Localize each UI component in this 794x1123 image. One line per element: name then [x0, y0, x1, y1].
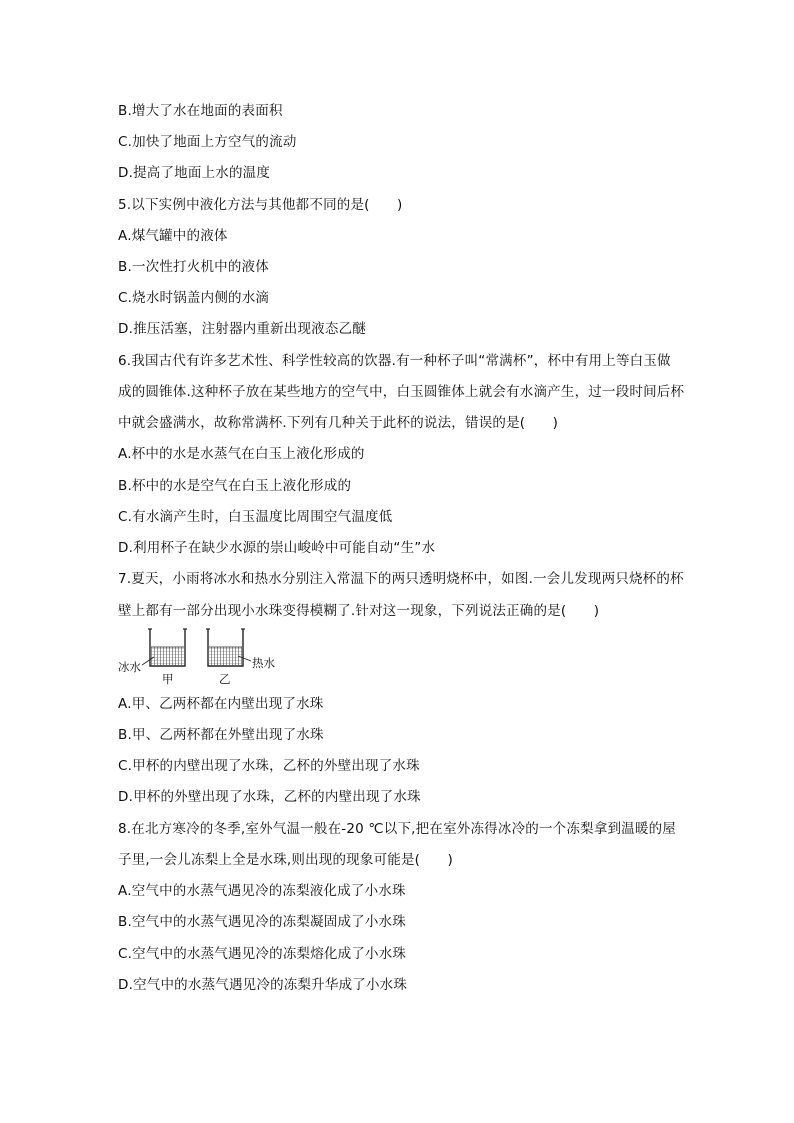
- option-7b: B.甲、乙两杯都在外壁出现了水珠: [118, 727, 324, 743]
- option-5c: C.烧水时锅盖内侧的水滴: [118, 290, 270, 306]
- question-6-stem-line-2: 成的圆锥体.这种杯子放在某些地方的空气中，白玉圆锥体上就会有水滴产生，过一段时间后杯: [118, 384, 685, 400]
- option-4c: C.加快了地面上方空气的流动: [118, 134, 297, 150]
- option-5d: D.推压活塞，注射器内重新出现液态乙醚: [118, 321, 366, 337]
- question-7-stem-line-1: 7.夏天，小雨将冰水和热水分别注入常温下的两只透明烧杯中，如图.一会儿发现两只烧杯的杯: [118, 571, 684, 587]
- beaker-figure: [118, 624, 288, 686]
- question-8-stem-line-1: 8.在北方寒冷的冬季,室外气温一般在-20 ℃以下,把在室外冻得冰冷的一个冻梨拿到温暖的屋: [118, 821, 676, 837]
- beaker-a: [148, 629, 187, 666]
- beaker-diagram: [118, 624, 288, 686]
- option-8b: B.空气中的水蒸气遇见冷的冻梨凝固成了小水珠: [118, 914, 406, 930]
- beaker-b-label: 乙: [219, 672, 231, 686]
- hot-water-label: 热水: [252, 656, 275, 670]
- hot-water-fill: [209, 647, 242, 665]
- option-4d: D.提高了地面上水的温度: [118, 165, 271, 181]
- option-8c: C.空气中的水蒸气遇见冷的冻梨熔化成了小水珠: [118, 946, 407, 962]
- question-6-stem-line-1: 6.我国古代有许多艺术性、科学性较高的饮器.有一种杯子叫“常满杯”，杯中有用上等白玉做: [118, 353, 671, 369]
- beaker-a-label: 甲: [162, 672, 174, 686]
- option-7d: D.甲杯的外壁出现了水珠，乙杯的内壁出现了水珠: [118, 789, 421, 805]
- option-4b: B.增大了水在地面的表面积: [118, 103, 283, 119]
- ice-water-label: 冰水: [118, 660, 141, 674]
- option-5a: A.煤气罐中的液体: [118, 228, 228, 244]
- option-7a: A.甲、乙两杯都在内壁出现了水珠: [118, 696, 324, 712]
- option-6d: D.利用杯子在缺少水源的崇山峻岭中可能自动“生”水: [118, 540, 436, 556]
- ice-water-fill: [151, 647, 184, 665]
- option-6c: C.有水滴产生时，白玉温度比周围空气温度低: [118, 509, 393, 525]
- option-8d: D.空气中的水蒸气遇见冷的冻梨升华成了小水珠: [118, 977, 408, 993]
- option-8a: A.空气中的水蒸气遇见冷的冻梨液化成了小水珠: [118, 883, 406, 899]
- question-7-stem-line-2: 壁上都有一部分出现小水珠变得模糊了.针对这一现象，下列说法正确的是( ): [118, 603, 600, 619]
- question-5-stem: 5.以下实例中液化方法与其他都不同的是( ): [118, 197, 403, 213]
- beaker-b: [206, 629, 245, 666]
- question-6-stem-line-3: 中就会盛满水，故称常满杯.下列有几种关于此杯的说法，错误的是( ): [118, 415, 559, 431]
- question-8-stem-line-2: 子里,一会儿冻梨上全是水珠,则出现的现象可能是( ): [118, 852, 454, 868]
- option-6a: A.杯中的水是水蒸气在白玉上液化形成的: [118, 446, 365, 462]
- option-5b: B.一次性打火机中的液体: [118, 259, 269, 275]
- option-6b: B.杯中的水是空气在白玉上液化形成的: [118, 478, 352, 494]
- option-7c: C.甲杯的内壁出现了水珠，乙杯的外壁出现了水珠: [118, 758, 420, 774]
